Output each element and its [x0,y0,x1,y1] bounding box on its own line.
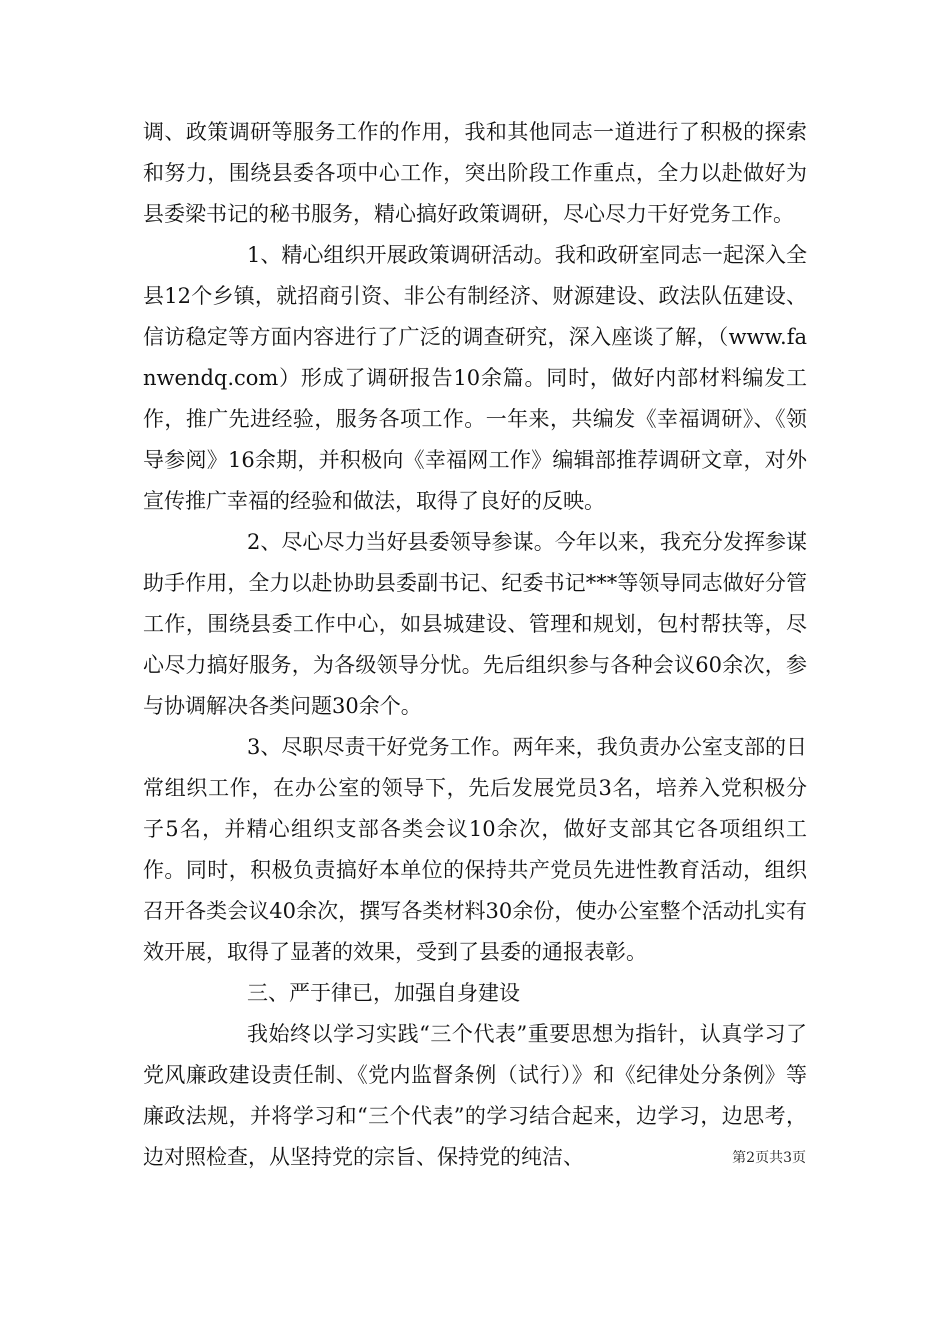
page-number-footer: 第2页共3页 [732,1150,806,1166]
paragraph-policy-research: 1、精心组织开展政策调研活动。我和政研室同志一起深入全县12个乡镇，就招商引资、非公有制经济、财源建设、政法队伍建设、信访稳定等方面内容进行了广泛的调查研究，深入座谈了解，（www.fanwendq.com）形成了调研报告10余篇。同时，做好内部材料编发工作，推广先进经验，服务各项工作。一年来，共编发《幸福调研》、《领导参阅》16余期，并积极向《幸福网工作》编辑部推荐调研文章，对外宣传推广幸福的经验和做法，取得了良好的反映。 [143,243,807,513]
document-body [143,112,807,1178]
paragraph-continuation: 调、政策调研等服务工作的作用，我和其他同志一道进行了积极的探索和努力，围绕县委各项中心工作，突出阶段工作重点，全力以赴做好为县委梁书记的秘书服务，精心搞好政策调研，尽心尽力干好党务工作。 [143,120,807,226]
paragraph-leadership-advisor: 2、尽心尽力当好县委领导参谋。今年以来，我充分发挥参谋助手作用，全力以赴协助县委副书记、纪委书记***等领导同志做好分管工作，围绕县委工作中心，如县城建设、管理和规划，包村帮扶等，尽心尽力搞好服务，为各级领导分忧。先后组织参与各种会议60余次，参与协调解决各类问题30余个。 [143,530,807,718]
paragraph-study-practice: 我始终以学习实践“三个代表”重要思想为指针，认真学习了党风廉政建设责任制、《党内监督条例（试行）》和《纪律处分条例》等廉政法规，并将学习和“三个代表”的学习结合起来，边学习，边思考，边对照检查，从坚持党的宗旨、保持党的纯洁、 [143,1022,807,1169]
section-heading-self-discipline: 三、严于律已，加强自身建设 [247,981,520,1005]
paragraph-party-affairs: 3、尽职尽责干好党务工作。两年来，我负责办公室支部的日常组织工作，在办公室的领导下，先后发展党员3名，培养入党积极分子5名，并精心组织支部各类会议10余次，做好支部其它各项组织工作。同时，积极负责搞好本单位的保持共产党员先进性教育活动，组织召开各类会议40余次，撰写各类材料30余份，使办公室整个活动扎实有效开展，取得了显著的效果，受到了县委的通报表彰。 [143,735,807,964]
